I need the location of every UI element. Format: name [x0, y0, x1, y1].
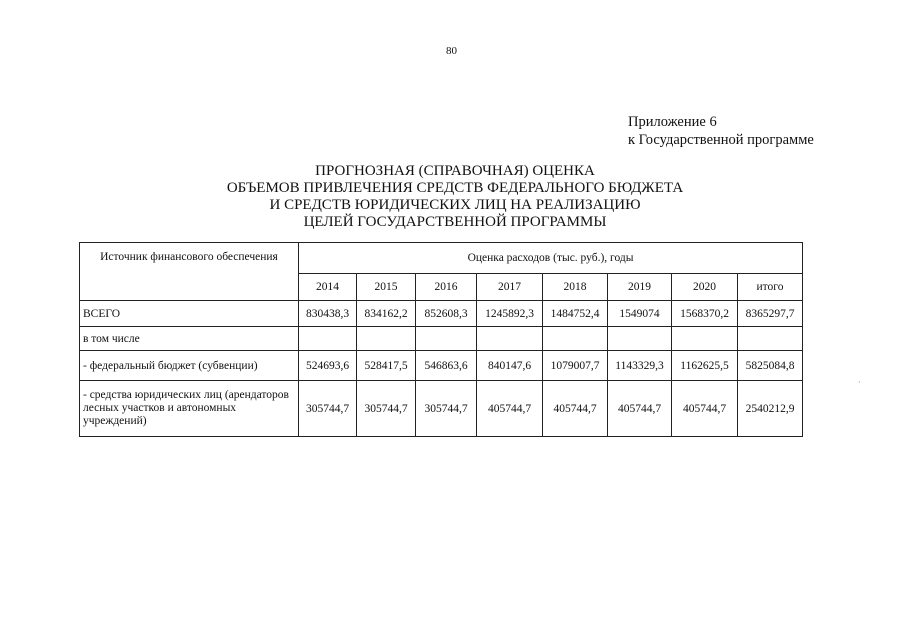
- table-cell: 1245892,3: [477, 301, 543, 327]
- year-header: 2015: [357, 274, 416, 301]
- appendix-note: [628, 113, 814, 149]
- document-title: [200, 163, 710, 231]
- table-cell: [357, 327, 416, 351]
- row-label: в том числе: [80, 327, 299, 351]
- table-cell: [672, 327, 738, 351]
- table-cell: 546863,6: [416, 351, 477, 381]
- row-label: - средства юридических лиц (арендаторов лесных участков и автономных учреждений): [80, 381, 299, 437]
- table-cell: 5825084,8: [738, 351, 803, 381]
- table-cell: 840147,6: [477, 351, 543, 381]
- source-column-header: Источник финансового обеспечения: [80, 243, 299, 301]
- table-cell: 1549074: [608, 301, 672, 327]
- table-cell: [477, 327, 543, 351]
- table-row-total: [80, 301, 803, 327]
- table-cell: 1568370,2: [672, 301, 738, 327]
- table-cell: 405744,7: [608, 381, 672, 437]
- year-header: 2019: [608, 274, 672, 301]
- table-cell: 405744,7: [477, 381, 543, 437]
- title-line-1: ПРОГНОЗНАЯ (СПРАВОЧНАЯ) ОЦЕНКА: [315, 163, 595, 179]
- table-cell: [543, 327, 608, 351]
- table-cell: 830438,3: [299, 301, 357, 327]
- appendix-line-1: Приложение 6: [628, 114, 717, 130]
- total-header: итого: [738, 274, 803, 301]
- title-line-2: ОБЪЕМОВ ПРИВЛЕЧЕНИЯ СРЕДСТВ ФЕДЕРАЛЬНОГО БЮДЖЕТА: [226, 180, 684, 196]
- table-row-legal-entities: [80, 381, 803, 437]
- title-line-3: И СРЕДСТВ ЮРИДИЧЕСКИХ ЛИЦ НА РЕАЛИЗАЦИЮ: [269, 197, 641, 213]
- table-cell: 8365297,7: [738, 301, 803, 327]
- table-cell: 305744,7: [299, 381, 357, 437]
- table-cell: 1079007,7: [543, 351, 608, 381]
- table-cell: [416, 327, 477, 351]
- estimate-column-header: Оценка расходов (тыс. руб.), годы: [299, 243, 803, 274]
- table-cell: [299, 327, 357, 351]
- table-cell: 834162,2: [357, 301, 416, 327]
- table-cell: 528417,5: [357, 351, 416, 381]
- table-cell: 405744,7: [543, 381, 608, 437]
- table-cell: 405744,7: [672, 381, 738, 437]
- scan-speck: ·: [858, 378, 861, 387]
- table-cell: 524693,6: [299, 351, 357, 381]
- table-row-including: [80, 327, 803, 351]
- row-label: - федеральный бюджет (субвенции): [80, 351, 299, 381]
- row-label: ВСЕГО: [80, 301, 299, 327]
- year-header: 2018: [543, 274, 608, 301]
- year-header: 2014: [299, 274, 357, 301]
- table-cell: 852608,3: [416, 301, 477, 327]
- table-cell: [738, 327, 803, 351]
- page-number: 80: [446, 45, 457, 57]
- table-cell: 1484752,4: [543, 301, 608, 327]
- table-cell: [608, 327, 672, 351]
- table-cell: 305744,7: [416, 381, 477, 437]
- table-row-federal: [80, 351, 803, 381]
- table-cell: 1162625,5: [672, 351, 738, 381]
- financing-table: [79, 242, 803, 437]
- year-header: 2017: [477, 274, 543, 301]
- table-cell: 305744,7: [357, 381, 416, 437]
- table-cell: 2540212,9: [738, 381, 803, 437]
- year-header: 2016: [416, 274, 477, 301]
- table-header-row: [80, 243, 803, 274]
- title-line-4: ЦЕЛЕЙ ГОСУДАРСТВЕННОЙ ПРОГРАММЫ: [303, 214, 607, 230]
- table-cell: 1143329,3: [608, 351, 672, 381]
- appendix-line-2: к Государственной программе: [628, 132, 814, 148]
- year-header: 2020: [672, 274, 738, 301]
